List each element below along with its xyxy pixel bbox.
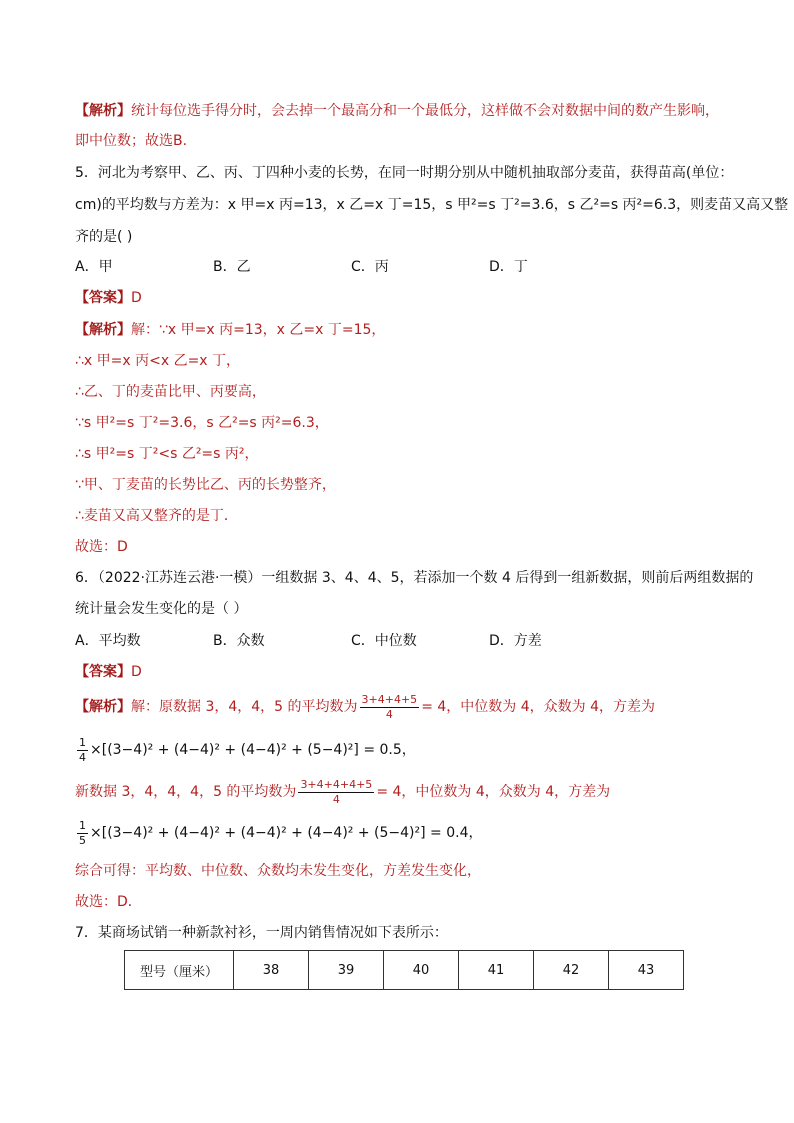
- answer-tag: 【答案】: [75, 664, 131, 680]
- q5-stem-line1: 5．河北为考察甲、乙、丙、丁四种小麦的长势，在同一时期分别从中随机抽取部分麦苗，获得苗高(单位：: [75, 165, 734, 181]
- q6-options: [75, 631, 734, 651]
- q6-new-variance: $\frac{1}{5}$ ×[(3−4)² + (4−4)² + (4−4)² + (4−4)² + (5−4)²] = 0.4，: [79, 818, 483, 847]
- q6-summary: 综合可得：平均数、中位数、众数均未发生变化，方差发生变化，: [75, 863, 481, 879]
- analysis-tag: 【解析】: [75, 699, 131, 715]
- new-mean-fraction: $\frac{3+4+4+4+5}{4}$: [300, 777, 373, 806]
- q6-answer: [75, 662, 734, 682]
- q5-step-4: ∵s 甲²=s 丁²=3.6，s 乙²=s 丙²=6.3，: [75, 415, 329, 431]
- q6-option-b: B．众数: [213, 633, 265, 649]
- q5-step-2: ∴x 甲=x 丙<x 乙=x 丁，: [75, 353, 241, 369]
- answer-tag: 【答案】: [75, 290, 131, 306]
- table-cell: 39: [309, 951, 384, 990]
- q5-option-c: C．丙: [351, 259, 389, 275]
- q6-stem-line2: 统计量会发生变化的是（ ）: [75, 601, 248, 617]
- q6-option-a: A．平均数: [75, 633, 141, 649]
- q6-conclusion: 故选：D．: [75, 894, 142, 910]
- table-cell: 41: [459, 951, 534, 990]
- q7-stem: 7．某商场试销一种新款衬衫，一周内销售情况如下表所示：: [75, 925, 448, 941]
- prev-analysis-line2: 即中位数；故选B.: [75, 133, 188, 149]
- q6-option-d: D．方差: [489, 633, 542, 649]
- q5-step-3: ∴乙、丁的麦苗比甲、丙要高，: [75, 384, 266, 400]
- q5-option-b: B．乙: [213, 259, 251, 275]
- orig-mean-fraction: $\frac{3+4+4+5}{4}$: [361, 692, 418, 721]
- table-cell: 42: [534, 951, 609, 990]
- table-cell: 38: [234, 951, 309, 990]
- q6-analysis-orig-mean: 【解析】解：原数据 3，4，4，5 的平均数为 $\frac{3+4+4+5}{4}$ = 4，中位数为 4，众数为 4，方差为: [75, 692, 655, 721]
- q6-answer-value: D: [131, 664, 142, 680]
- q5-analysis-line1: 【解析】解：∵x 甲=x 丙=13，x 乙=x 丁=15，: [75, 322, 386, 338]
- q5-answer: [75, 288, 734, 308]
- q5-stem-line2: cm)的平均数与方差为：x 甲=x 丙=13，x 乙=x 丁=15，s 甲²=s 丁²=3.6，s 乙²=s 丙²=6.3，则麦苗又高又整: [75, 197, 789, 213]
- table-cell: 43: [609, 951, 684, 990]
- q5-conclusion: 故选：D: [75, 539, 128, 555]
- q5-stem-line3: 齐的是( ): [75, 229, 133, 245]
- q6-option-c: C．中位数: [351, 633, 417, 649]
- table-header-cell: 型号（厘米）: [125, 951, 234, 990]
- analysis-tag: 【解析】: [75, 322, 131, 338]
- analysis-tag: 【解析】: [75, 103, 131, 119]
- orig-variance-fraction: $\frac{1}{4}$: [79, 735, 86, 764]
- sales-table: [124, 950, 684, 990]
- q5-step-6: ∵甲、丁麦苗的长势比乙、丙的长势整齐，: [75, 477, 336, 493]
- q5-option-d: D．丁: [489, 259, 528, 275]
- q5-step-7: ∴麦苗又高又整齐的是丁．: [75, 508, 238, 524]
- prev-analysis-line1: 【解析】统计每位选手得分时，会去掉一个最高分和一个最低分，这样做不会对数据中间的数产生影响，: [75, 103, 719, 119]
- table-row: [125, 951, 684, 990]
- new-variance-fraction: $\frac{1}{5}$: [79, 818, 86, 847]
- q6-new-mean: 新数据 3，4，4，4，5 的平均数为 $\frac{3+4+4+4+5}{4}$ = 4，中位数为 4，众数为 4，方差为: [75, 777, 611, 806]
- q5-answer-value: D: [131, 290, 142, 306]
- q5-options: [75, 257, 734, 277]
- q5-step-5: ∴s 甲²=s 丁²<s 乙²=s 丙²，: [75, 446, 259, 462]
- table-cell: 40: [384, 951, 459, 990]
- q6-stem-line1: 6．（2022·江苏连云港·一模）一组数据 3、4、4、5，若添加一个数 4 后得到一组新数据，则前后两组数据的: [75, 570, 754, 586]
- q6-orig-variance: $\frac{1}{4}$ ×[(3−4)² + (4−4)² + (4−4)² + (5−4)²] = 0.5，: [79, 735, 416, 764]
- q5-option-a: A．甲: [75, 259, 113, 275]
